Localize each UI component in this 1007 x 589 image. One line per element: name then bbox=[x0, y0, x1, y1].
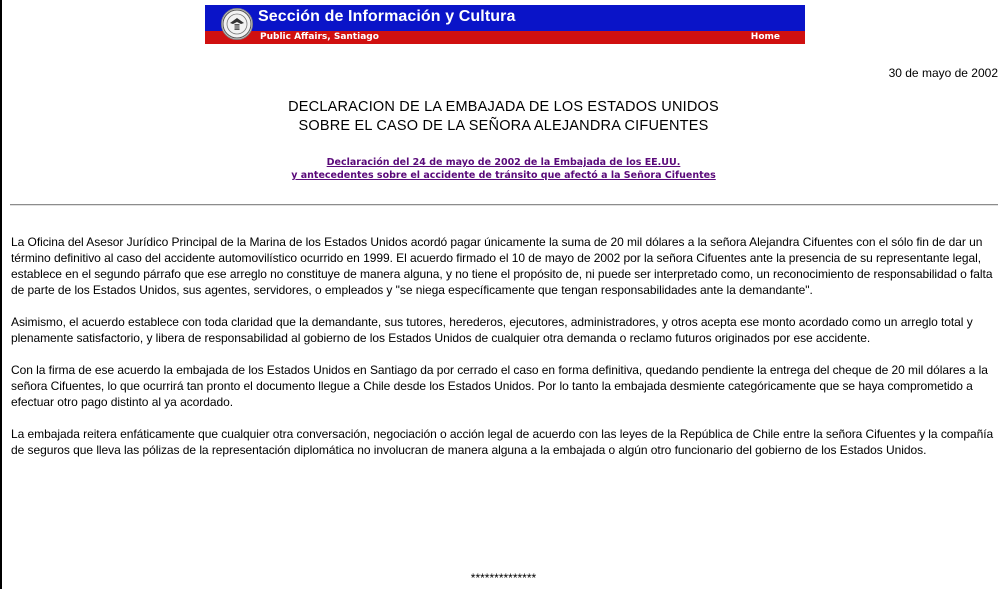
publication-date: 30 de mayo de 2002 bbox=[888, 66, 998, 80]
site-banner bbox=[205, 5, 805, 44]
related-background-link[interactable]: y antecedentes sobre el accidente de tránsito que afectó a la Señora Cifuentes bbox=[291, 170, 716, 181]
related-statement-link[interactable]: Declaración del 24 de mayo de 2002 de la Embajada de los EE.UU. bbox=[326, 157, 681, 168]
window-left-border bbox=[0, 0, 2, 589]
end-marker: ************** bbox=[470, 571, 537, 585]
paragraph-2: Asimismo, el acuerdo establece con toda claridad que la demandante, sus tutores, herederos, ejecutores, administradores, y otros acepta ese monto acordado como un arreglo total y plenamente satisfactorio, y libera de responsabilidad al gobierno de los Estados Unidos de cualquier otra demanda o reclamo futuros originados por ese accidente. bbox=[11, 315, 973, 345]
us-seal-icon bbox=[221, 8, 253, 40]
headline-line-2: SOBRE EL CASO DE LA SEÑORA ALEJANDRA CIFUENTES bbox=[298, 118, 709, 134]
headline-line-1: DECLARACION DE LA EMBAJADA DE LOS ESTADOS UNIDOS bbox=[288, 99, 719, 115]
horizontal-divider bbox=[10, 204, 998, 206]
paragraph-4: La embajada reitera enfáticamente que cualquier otra conversación, negociación o acción legal de acuerdo con las leyes de la República de Chile entre la señora Cifuentes y la compañía de seguros que lleva las pólizas de la representación diplomática no involucran de manera alguna a la embajada o algún otro funcionario del gobierno de los Estados Unidos. bbox=[11, 427, 994, 457]
section-subtitle: Public Affairs, Santiago bbox=[260, 32, 379, 42]
home-link[interactable]: Home bbox=[750, 32, 780, 42]
article-body bbox=[11, 234, 1001, 474]
section-title: Sección de Información y Cultura bbox=[258, 8, 516, 25]
paragraph-3: Con la firma de ese acuerdo la embajada de los Estados Unidos en Santiago da por cerrado el caso en forma definitiva, quedando pendiente la entrega del cheque de 20 mil dólares a la señora Cifuentes, lo que ocurrirá tan pronto el documento llegue a Chile desde los Estados Unidos. Por lo tanto la embajada desmiente categóricamente que se haya comprometido a efectuar otro pago distinto al ya acordado. bbox=[11, 363, 988, 409]
paragraph-1: La Oficina del Asesor Jurídico Principal de la Marina de los Estados Unidos acordó pagar únicamente la suma de 20 mil dólares a la señora Alejandra Cifuentes con el sólo fin de dar un término definitivo al caso del accidente automovilístico ocurrido en 1999. El acuerdo firmado el 10 de mayo de 2002 por la señora Cifuentes ante la presencia de su representante legal, establece en el segundo párrafo que ese arreglo no constituye de manera alguna, y no tiene el propósito de, ni puede ser interpretado como, un reconocimiento de responsabilidad o falta de parte de los Estados Unidos, sus agentes, servidores, o empleados y "se niega específicamente que tengan responsabilidades ante la demandante". bbox=[11, 235, 993, 297]
